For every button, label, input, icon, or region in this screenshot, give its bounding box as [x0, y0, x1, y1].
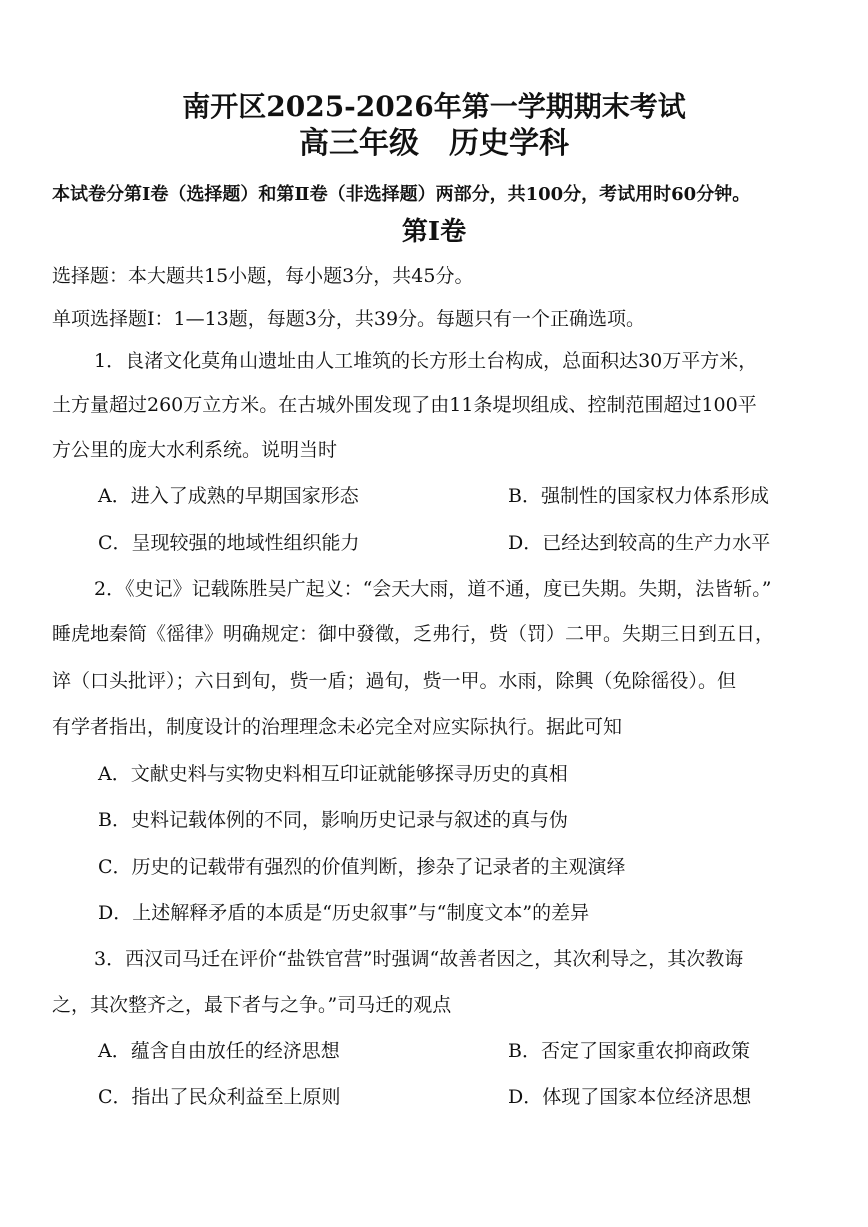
question-2-option-c[interactable]: C．历史的记载带有强烈的价值判断，掺杂了记录者的主观演绎 — [98, 856, 626, 878]
choice-note: 选择题：本大题共15小题，每小题3分，共45分。 — [52, 265, 474, 287]
question-2-option-a[interactable]: A．文献史料与实物史料相互印证就能够探寻历史的真相 — [98, 763, 568, 785]
exam-subtitle: 高三年级 历史学科 — [299, 126, 569, 161]
question-3-option-d[interactable]: D．体现了国家本位经济思想 — [508, 1086, 752, 1108]
question-1-option-c[interactable]: C．呈现较强的地域性组织能力 — [98, 532, 360, 554]
question-3-stem-line-1: 3．西汉司马迁在评价“盐铁官营”时强调“故善者因之，其次利导之，其次教诲 — [94, 948, 744, 970]
question-1-stem-line-1: 1．良渚文化莫角山遗址由人工堆筑的长方形土台构成，总面积达30万平方米， — [94, 350, 758, 372]
question-2-stem-line-4: 有学者指出，制度设计的治理理念未必完全对应实际执行。据此可知 — [52, 716, 623, 738]
question-1-option-b[interactable]: B．强制性的国家权力体系形成 — [508, 485, 769, 507]
question-1-stem-line-2: 土方量超过260万立方米。在古城外围发现了由11条堤坝组成、控制范围超过100平 — [52, 394, 757, 416]
question-3-stem-line-2: 之，其次整齐之，最下者与之争。”司马迁的观点 — [52, 994, 452, 1016]
question-3-option-b[interactable]: B．否定了国家重农抑商政策 — [508, 1040, 750, 1062]
question-2-option-d[interactable]: D．上述解释矛盾的本质是“历史叙事”与“制度文本”的差异 — [98, 902, 590, 924]
single-choice-note: 单项选择题Ⅰ：1—13题，每题3分，共39分。每题只有一个正确选项。 — [52, 308, 646, 330]
exam-title: 南开区2025-2026年第一学期期末考试 — [182, 90, 686, 123]
question-2-stem-line-2: 睡虎地秦简《徭律》明确规定：御中發徵，乏弗行，赀（罚）二甲。失期三日到五日， — [52, 623, 775, 645]
volume-heading: 第Ⅰ卷 — [401, 217, 467, 247]
question-1-option-a[interactable]: A．进入了成熟的早期国家形态 — [98, 485, 359, 507]
exam-intro: 本试卷分第Ⅰ卷（选择题）和第Ⅱ卷（非选择题）两部分，共100分，考试用时60分钟。 — [52, 184, 751, 205]
question-2-option-b[interactable]: B．史料记载体例的不同，影响历史记录与叙述的真与伪 — [98, 809, 568, 831]
question-2-stem-line-1: 2．《史记》记载陈胜吴广起义：“会天大雨，道不通，度已失期。失期，法皆斩。” — [94, 578, 772, 600]
question-3-option-c[interactable]: C．指出了民众利益至上原则 — [98, 1086, 341, 1108]
question-2-stem-line-3: 谇（口头批评）；六日到旬，赀一盾；過旬，赀一甲。水雨，除興（免除徭役）。但 — [52, 670, 737, 692]
question-3-option-a[interactable]: A．蕴含自由放任的经济思想 — [98, 1040, 340, 1062]
question-1-stem-line-3: 方公里的庞大水利系统。说明当时 — [52, 439, 338, 461]
question-1-option-d[interactable]: D．已经达到较高的生产力水平 — [508, 532, 771, 554]
